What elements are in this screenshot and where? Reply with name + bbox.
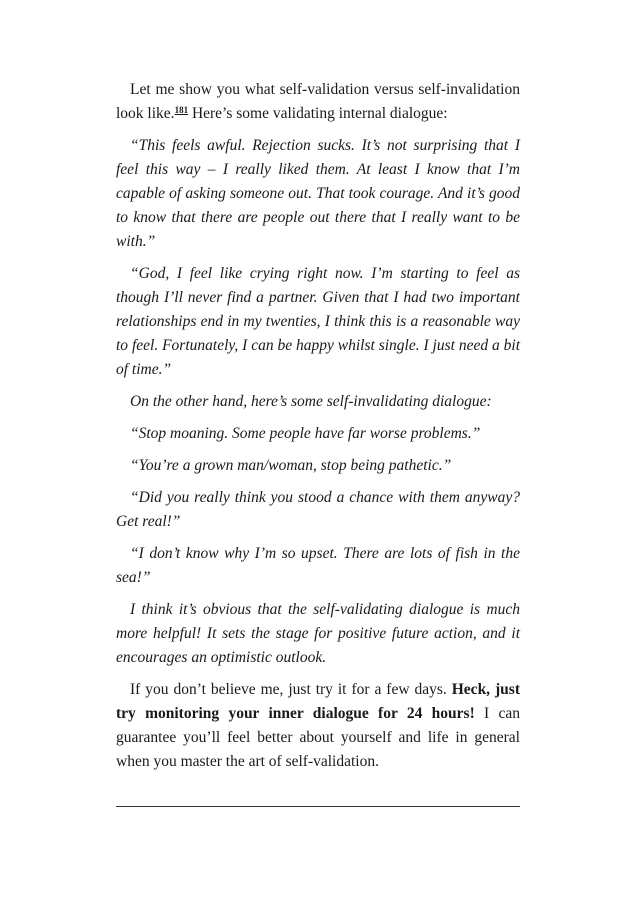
transition-text: On the other hand, here’s some self-invalidating dialogue: bbox=[130, 393, 492, 410]
invalidating-dialogue-4-text: “I don’t know why I’m so upset. There are lots of fish in the sea!” bbox=[116, 545, 520, 586]
invalidating-dialogue-3 bbox=[116, 486, 520, 534]
closing-paragraph bbox=[116, 678, 520, 774]
closing-bold-text: Heck, just try monitoring your inner dialogue for 24 hours! bbox=[116, 681, 520, 722]
validating-dialogue-1 bbox=[116, 134, 520, 254]
invalidating-dialogue-4 bbox=[116, 542, 520, 590]
conclusion-paragraph bbox=[116, 598, 520, 670]
validating-dialogue-1-text: “This feels awful. Rejection sucks. It’s not surprising that I feel this way – I really liked them. At least I know that I’m capable of asking someone out. That took courage. And it’s good to know that there are people out there that I really want to be with.” bbox=[116, 137, 520, 250]
intro-text-continued: Here’s some validating internal dialogue: bbox=[188, 105, 448, 122]
invalidating-dialogue-2-text: “You’re a grown man/woman, stop being pathetic.” bbox=[130, 457, 452, 474]
invalidating-dialogue-2 bbox=[116, 454, 520, 478]
closing-text-continued: I can guarantee you’ll feel better about yourself and life in general when you master the art of self-validation. bbox=[116, 705, 520, 770]
invalidating-dialogue-1-text: “Stop moaning. Some people have far worse problems.” bbox=[130, 425, 481, 442]
invalidating-dialogue-3-text: “Did you really think you stood a chance with them anyway? Get real!” bbox=[116, 489, 520, 530]
intro-text: Let me show you what self-validation versus self-invalidation look like. bbox=[116, 81, 520, 122]
validating-dialogue-2-text: “God, I feel like crying right now. I’m starting to feel as though I’ll never find a partner. Given that I had two important relationships end in my twenties, I think this is a reasonable way to feel. Fortunately, I can be happy whilst single. I just need a bit of time.” bbox=[116, 265, 520, 378]
intro-paragraph bbox=[116, 78, 520, 126]
closing-text: If you don’t believe me, just try it for a few days. bbox=[130, 681, 452, 698]
transition-paragraph bbox=[116, 390, 520, 414]
footnote-divider bbox=[116, 806, 520, 807]
validating-dialogue-2 bbox=[116, 262, 520, 382]
conclusion-text: I think it’s obvious that the self-validating dialogue is much more helpful! It sets the stage for positive future action, and it encourages an optimistic outlook. bbox=[116, 601, 520, 666]
invalidating-dialogue-1 bbox=[116, 422, 520, 446]
footnote-reference[interactable]: 181 bbox=[174, 105, 189, 115]
